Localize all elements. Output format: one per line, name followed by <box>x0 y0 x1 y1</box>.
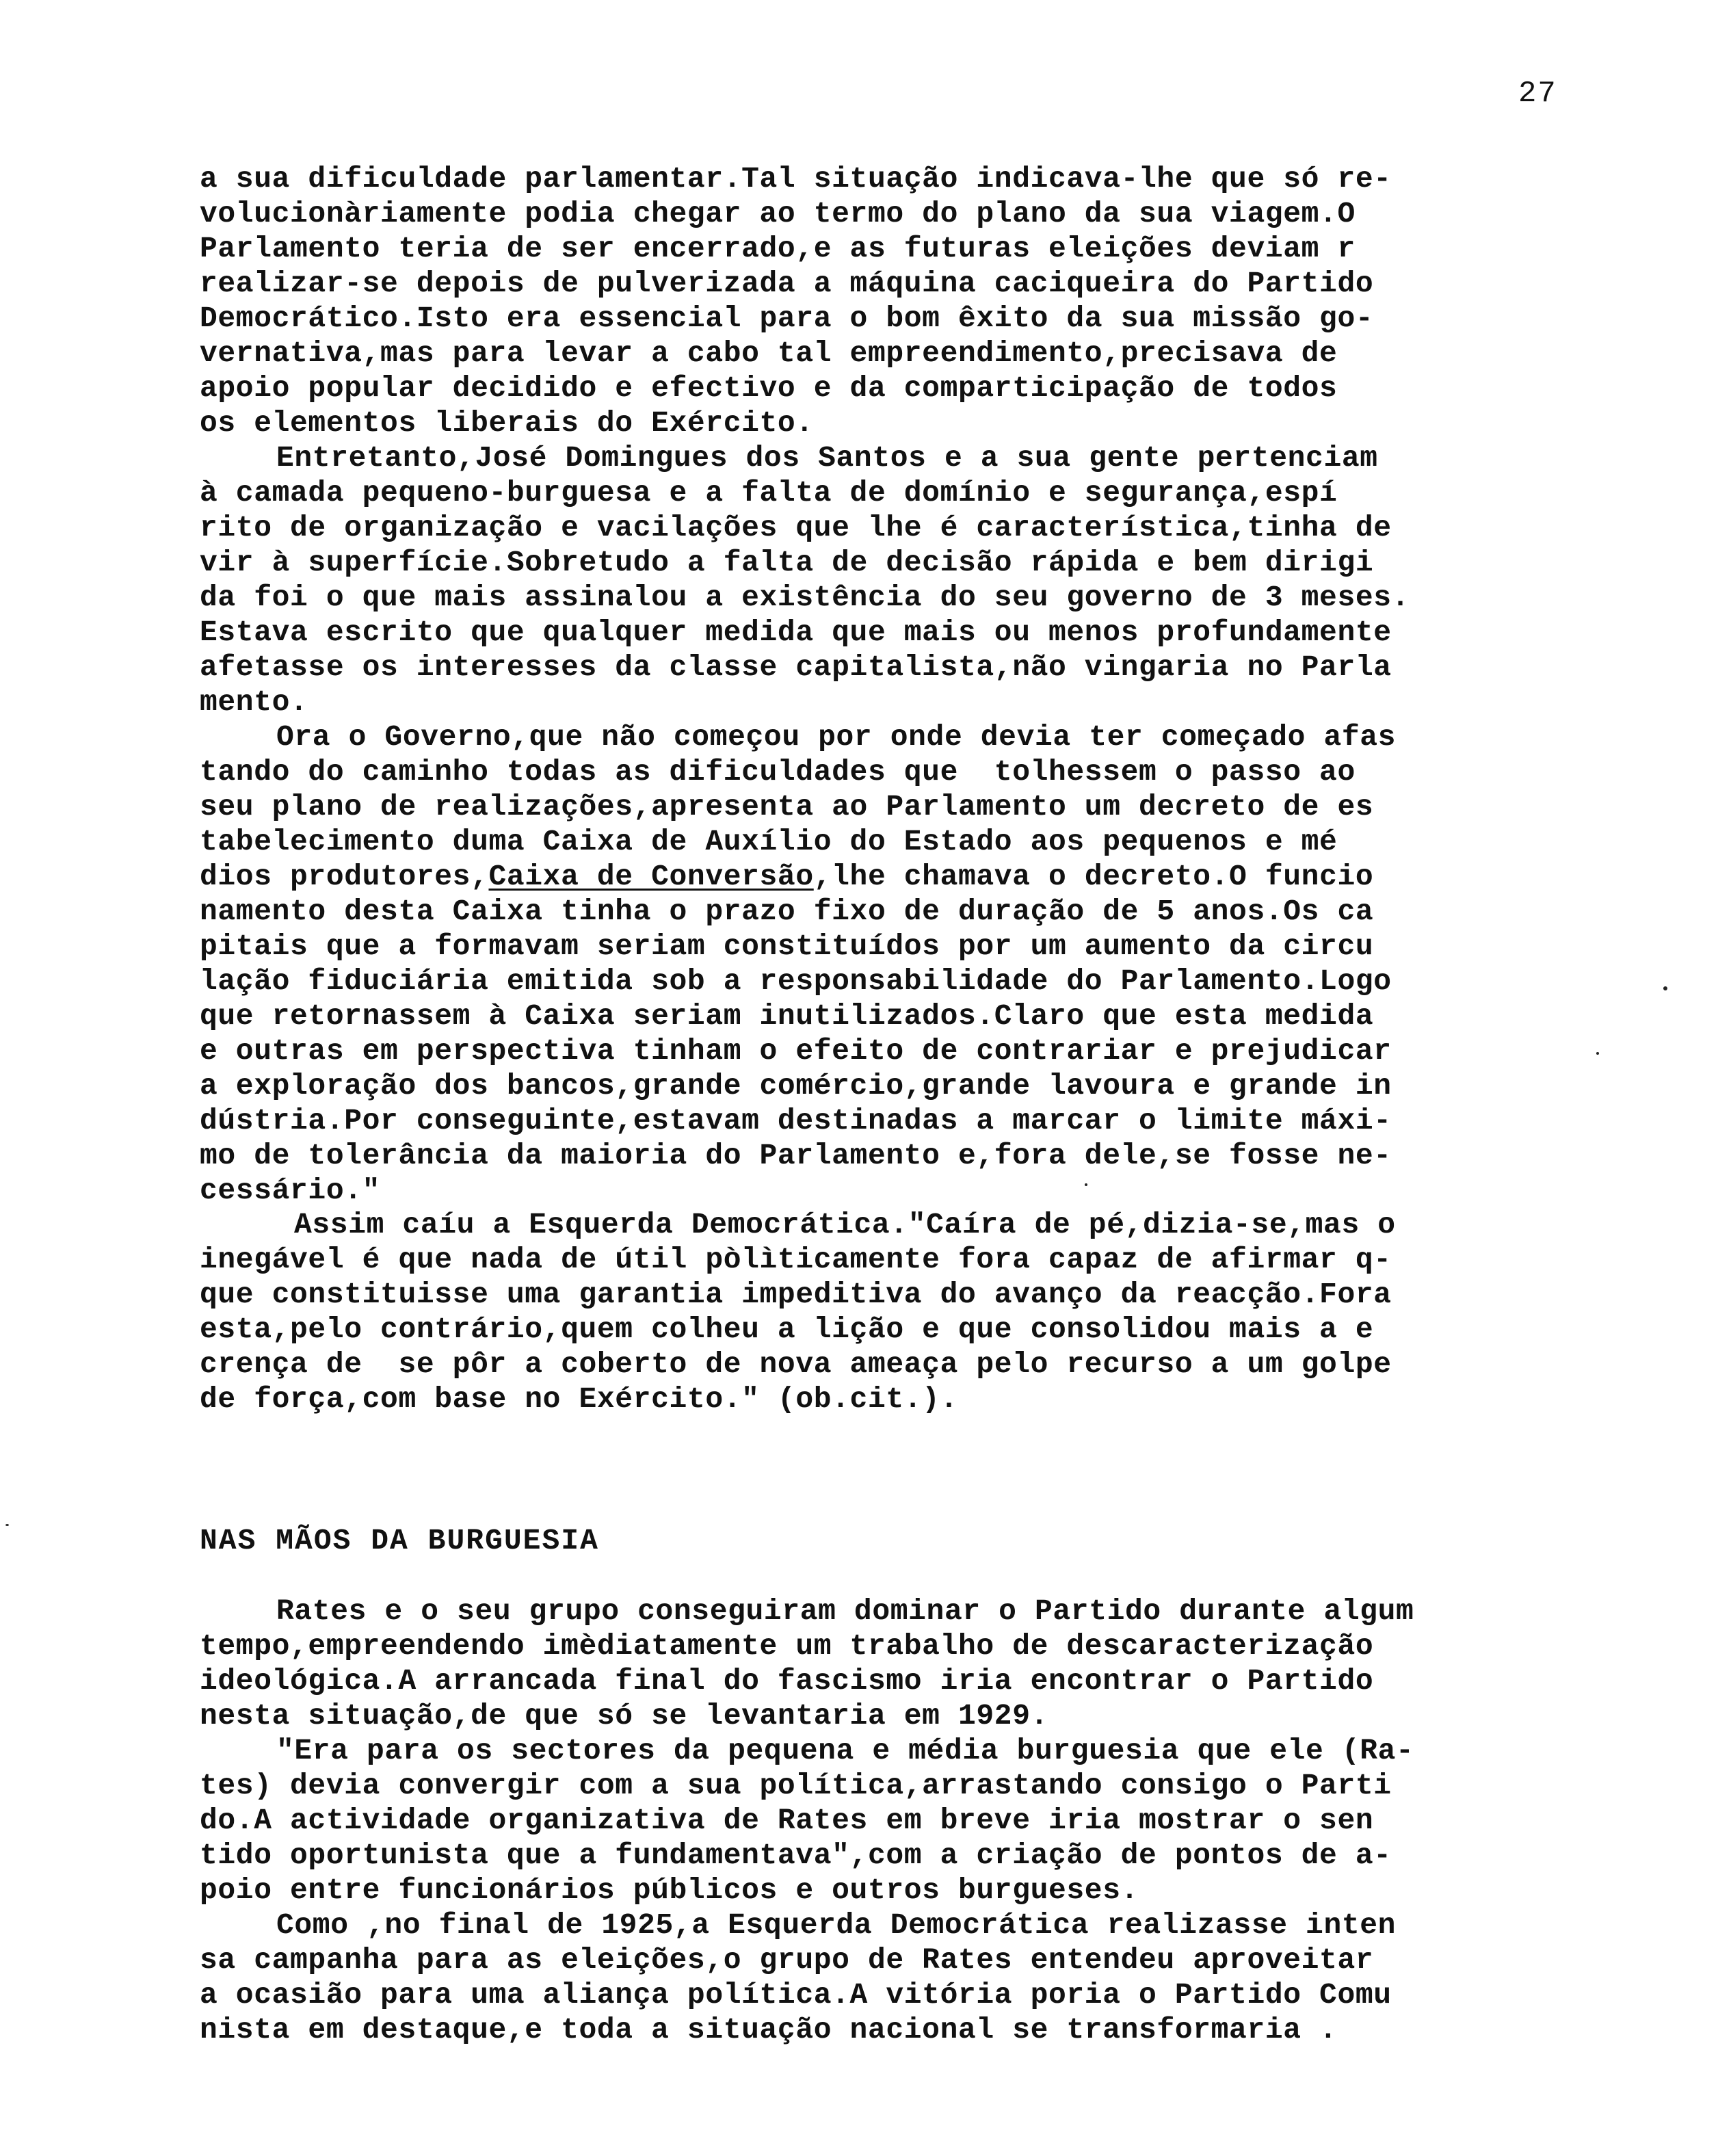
text-line: Estava escrito que qualquer medida que mais ou menos profundamente <box>200 616 1392 649</box>
paragraph-6 <box>200 1733 1561 1908</box>
text-line: mento. <box>200 685 308 719</box>
page-number: 27 <box>1518 77 1557 111</box>
text-line: sa campanha para as eleições,o grupo de Rates entendeu aproveitar <box>200 1943 1374 1977</box>
text-line: Ora o Governo,que não começou por onde devia ter começado afas <box>276 720 1397 754</box>
text-line: esta,pelo contrário,quem colheu a lição e que consolidou mais a e <box>200 1313 1374 1346</box>
text-line: vir à superfície.Sobretudo a falta de decisão rápida e bem dirigi <box>200 546 1374 579</box>
text-line: Rates e o seu grupo conseguiram dominar o Partido durante algum <box>276 1594 1414 1628</box>
text-line: que constituisse uma garantia impeditiva do avanço da reacção.Fora <box>200 1278 1392 1311</box>
text-line: nesta situação,de que só se levantaria em 1929. <box>200 1699 1048 1733</box>
text-line: "Era para os sectores da pequena e média burguesia que ele (Ra- <box>276 1734 1414 1767</box>
text-line: os elementos liberais do Exército. <box>200 406 814 440</box>
text-line: tabelecimento duma Caixa de Auxílio do Estado aos pequenos e mé <box>200 825 1338 858</box>
text-line: cessário." <box>200 1174 381 1207</box>
text-line: rito de organização e vacilações que lhe é característica,tinha de <box>200 511 1392 544</box>
text-line: tando do caminho todas as dificuldades que tolhessem o passo ao <box>200 755 1356 789</box>
text-segment: ,lhe chamava o decreto.O funcio <box>813 860 1374 893</box>
text-segment: dios produtores, <box>200 860 489 893</box>
text-line: dústria.Por conseguinte,estavam destinadas a marcar o limite máxi- <box>200 1104 1392 1138</box>
text-line: Parlamento teria de ser encerrado,e as futuras eleições deviam r <box>200 232 1356 265</box>
text-line: nista em destaque,e toda a situação nacional se transformaria . <box>200 2013 1338 2047</box>
text-line: tempo,empreendendo imèdiatamente um trabalho de descaracterização <box>200 1629 1374 1663</box>
paragraph-7 <box>200 1908 1561 2047</box>
text-line: Como ,no final de 1925,a Esquerda Democrática realizasse inten <box>276 1908 1397 1942</box>
text-line: Entretanto,José Domingues dos Santos e a sua gente pertenciam <box>276 441 1378 475</box>
text-line: mo de tolerância da maioria do Parlamento e,fora dele,se fosse ne- <box>200 1139 1392 1172</box>
text-line-with-underline <box>200 859 1561 894</box>
text-line: volucionàriamente podia chegar ao termo do plano da sua viagem.O <box>200 197 1356 231</box>
text-line: namento desta Caixa tinha o prazo fixo de duração de 5 anos.Os ca <box>200 895 1374 928</box>
text-line: realizar-se depois de pulverizada a máquina caciqueira do Partido <box>200 267 1374 300</box>
text-line: apoio popular decidido e efectivo e da comparticipação de todos <box>200 371 1338 405</box>
text-line: e outras em perspectiva tinham o efeito de contrariar e prejudicar <box>200 1034 1392 1068</box>
text-line: inegável é que nada de útil pòlìticamente fora capaz de afirmar q- <box>200 1243 1392 1276</box>
paragraph-3 <box>200 720 1561 1208</box>
scan-speck <box>5 1524 9 1526</box>
paragraph-1 <box>200 161 1561 441</box>
text-line: poio entre funcionários públicos e outros burgueses. <box>200 1874 1139 1907</box>
text-line: lação fiduciária emitida sob a responsabilidade do Parlamento.Logo <box>200 964 1392 998</box>
underlined-term: Caixa de Conversão <box>488 860 814 893</box>
text-line: que retornassem à Caixa seriam inutilizados.Claro que esta medida <box>200 999 1374 1033</box>
text-line: pitais que a formavam seriam constituídos por um aumento da circu <box>200 930 1374 963</box>
text-line: a exploração dos bancos,grande comércio,grande lavoura e grande in <box>200 1069 1392 1103</box>
text-line: Democrático.Isto era essencial para o bom êxito da sua missão go- <box>200 302 1374 335</box>
paragraph-5 <box>200 1594 1561 1733</box>
text-line: seu plano de realizações,apresenta ao Parlamento um decreto de es <box>200 790 1374 824</box>
text-line: afetasse os interesses da classe capitalista,não vingaria no Parla <box>200 650 1392 684</box>
text-line: a sua dificuldade parlamentar.Tal situação indicava-lhe que só re- <box>200 162 1392 196</box>
scan-speck <box>1085 1183 1087 1186</box>
text-line: tes) devia convergir com a sua política,arrastando consigo o Parti <box>200 1769 1392 1802</box>
text-line: tido oportunista que a fundamentava",com a criação de pontos de a- <box>200 1839 1392 1872</box>
scan-speck <box>1663 986 1667 990</box>
text-line: vernativa,mas para levar a cabo tal empreendimento,precisava de <box>200 337 1338 370</box>
text-line: à camada pequeno-burguesa e a falta de domínio e segurança,espí <box>200 476 1338 510</box>
text-line: Assim caíu a Esquerda Democrática."Caíra de pé,dizia-se,mas o <box>294 1208 1396 1241</box>
paragraph-4 <box>200 1207 1561 1417</box>
paragraph-2 <box>200 441 1561 720</box>
text-line: da foi o que mais assinalou a existência do seu governo de 3 meses. <box>200 581 1410 614</box>
text-line: crença de se pôr a coberto de nova ameaça pelo recurso a um golpe <box>200 1348 1392 1381</box>
section-heading: NAS MÃOS DA BURGUESIA <box>200 1524 599 1557</box>
text-line: de força,com base no Exército." (ob.cit.). <box>200 1382 958 1416</box>
text-line: do.A actividade organizativa de Rates em breve iria mostrar o sen <box>200 1804 1374 1837</box>
text-line: a ocasião para uma aliança política.A vitória poria o Partido Comu <box>200 1978 1392 2012</box>
scan-speck <box>1596 1052 1599 1055</box>
text-line: ideológica.A arrancada final do fascismo iria encontrar o Partido <box>200 1664 1374 1698</box>
